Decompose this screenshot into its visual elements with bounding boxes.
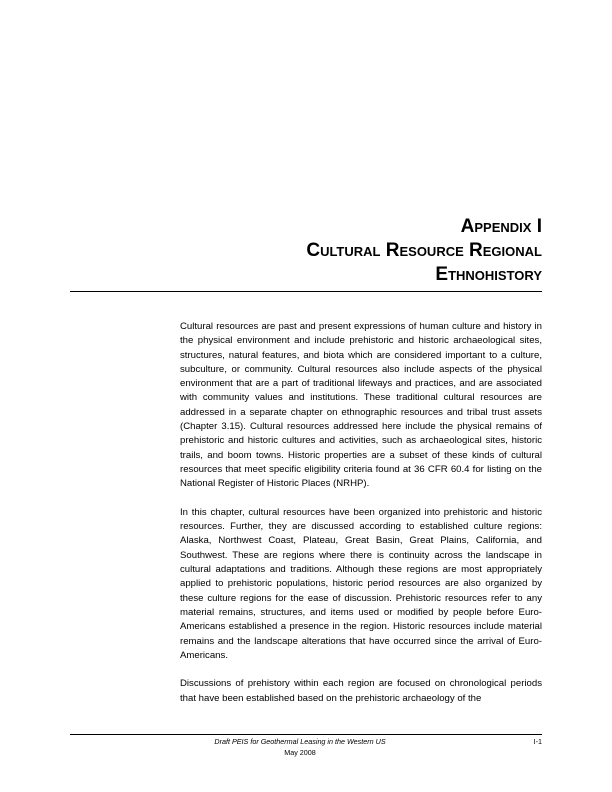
- footer-divider: [70, 734, 542, 735]
- footer-page-number: I-1: [533, 737, 542, 746]
- title-line-1: Appendix I: [460, 216, 542, 237]
- paragraph-2: In this chapter, cultural resources have been organized into prehistoric and historic resources. Further, they are discussed according to established culture regions: Alaska, Northwest Coast, Plateau, Great Basin, Great Plains, California, and Southwest. These are regions where there is continuity across the landscape in cultural adaptations and traditions. Although these regions are most appropriately applied to prehistoric populations, historic period resources are also organized by these culture regions for the ease of discussion. Prehistoric resources refer to any material remains, structures, and items used or modified by people before Euro-Americans established a presence in the region. Historic resources include material remains and the landscape alterations that have occurred since the arrival of Euro-Americans.: [180, 506, 542, 661]
- footer-document-title: Draft PEIS for Geothermal Leasing in the Western US: [214, 737, 386, 746]
- title-line-3: Ethnohistory: [435, 264, 542, 285]
- appendix-title: [180, 215, 542, 287]
- footer-date: May 2008: [284, 748, 316, 757]
- title-divider: [70, 291, 542, 292]
- body-text: [180, 320, 542, 720]
- title-line-2: Cultural Resource Regional: [306, 240, 542, 261]
- paragraph-1: Cultural resources are past and present expressions of human culture and history in the physical environment and include prehistoric and historic archaeological sites, structures, natural features, and biota which are considered important to a culture, subculture, or community. Cultural resources also include aspects of the physical environment that are a part of traditional lifeways and practices, and are associated with community values and institutions. These traditional cultural resources are addressed in a separate chapter on ethnographic resources and tribal trust assets (Chapter 3.15). Cultural resources addressed here include the physical remains of prehistoric and historic cultures and activities, such as archaeological sites, historic trails, and boom towns. Historic properties are a subset of these kinds of cultural resources that meet specific eligibility criteria found at 36 CFR 60.4 for listing on the National Register of Historic Places (NRHP).: [180, 321, 542, 490]
- paragraph-3: Discussions of prehistory within each region are focused on chronological periods that have been established based on the prehistoric archaeology of the: [180, 678, 542, 704]
